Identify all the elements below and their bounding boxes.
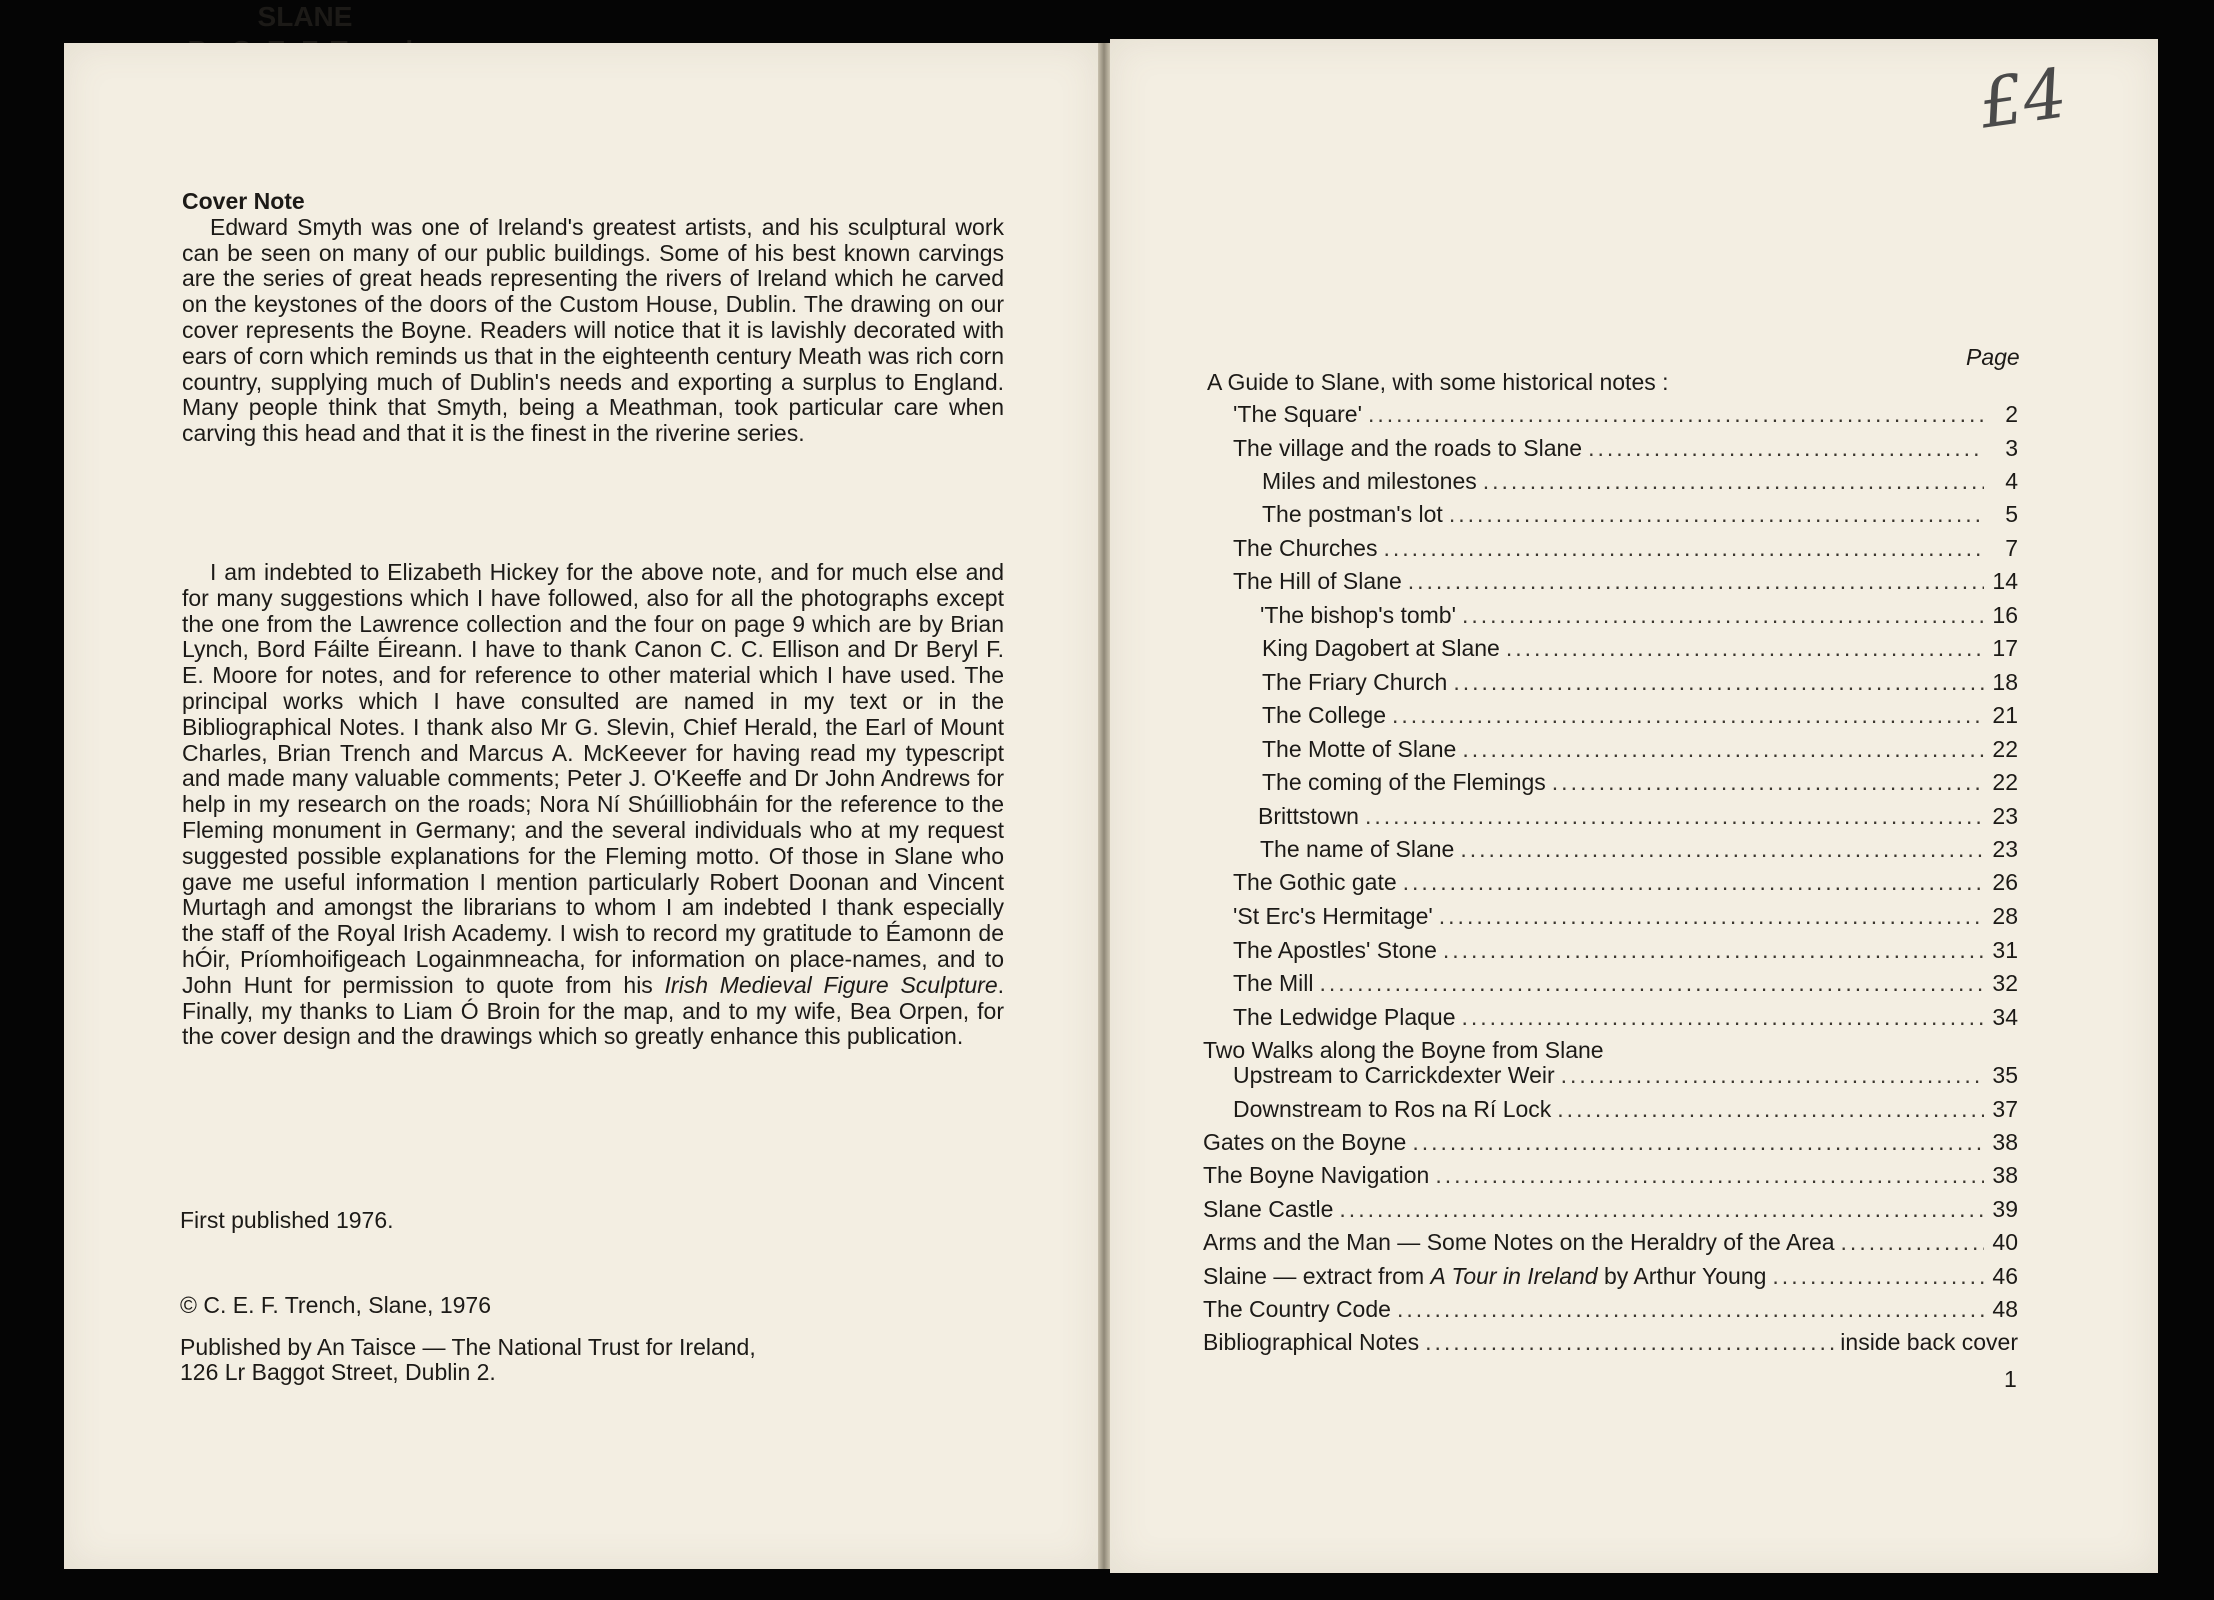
toc-leader-dots [1462, 602, 1984, 629]
toc-entry [1233, 568, 2018, 595]
toc-entry-title: Brittstown [1258, 803, 1359, 829]
toc-entry [1233, 869, 2018, 896]
toc-entry-title: Upstream to Carrickdexter Weir [1233, 1062, 1555, 1088]
toc-entry-title: Arms and the Man — Some Notes on the Heraldry of the Area [1203, 1229, 1835, 1255]
toc-entry [1262, 769, 2018, 796]
toc-entry [1233, 1004, 2018, 1031]
toc-entry-page: 38 [1992, 1129, 2018, 1155]
toc-leader-dots [1552, 769, 1984, 796]
toc-entry-title-end: by Arthur Young [1597, 1263, 1767, 1289]
toc-entry-page: 38 [1992, 1162, 2018, 1188]
toc-entry-page: 22 [1992, 736, 2018, 762]
toc-entry-title: 'The Square' [1233, 401, 1362, 427]
toc-entry [1260, 602, 2018, 629]
toc-entry [1262, 635, 2018, 662]
toc-entry-page: 40 [1992, 1229, 2018, 1255]
book-title-italic: Irish Medieval Figure Sculpture [664, 971, 998, 998]
toc-entry-title: The Churches [1233, 535, 1378, 561]
toc-entry-title-start: Slaine — extract from [1203, 1263, 1431, 1289]
acknowledgements-text-end: . Finally, my thanks to Liam Ó Broin for the map, and to my wife, Bea Orpen, for the cover design and the drawings which so greatly enhance this publication. [182, 971, 1005, 1050]
toc-entry [1262, 468, 2018, 495]
publisher-line-1: Published by An Taisce — The National Trust for Ireland, [180, 1334, 756, 1360]
toc-leader-dots [1453, 669, 1984, 696]
toc-entry [1262, 669, 2018, 696]
toc-entry-title-italic: A Tour in Ireland [1430, 1263, 1598, 1289]
toc-entry-title: The Ledwidge Plaque [1233, 1004, 1456, 1030]
toc-entry [1203, 1129, 2018, 1156]
toc-entry-page: 32 [1992, 970, 2018, 996]
handwritten-price: £4 [1974, 54, 2072, 145]
toc-leader-dots [1462, 736, 1984, 763]
toc-entry-title: Slane Castle [1203, 1196, 1334, 1222]
toc-entry [1262, 736, 2018, 763]
toc-leader-dots [1449, 501, 1984, 528]
toc-leader-dots [1462, 1004, 1985, 1031]
publisher [180, 1335, 756, 1385]
toc-leader-dots [1397, 1296, 1984, 1323]
toc-entry [1203, 1162, 2018, 1189]
toc-entry-title: The Gothic gate [1233, 869, 1397, 895]
page-column-label: Page [1966, 344, 2020, 370]
toc-entry [1233, 401, 2018, 428]
toc-entry-title: The Motte of Slane [1262, 736, 1457, 762]
toc-entry [1233, 535, 2018, 562]
copyright: © C. E. F. Trench, Slane, 1976 [180, 1292, 491, 1318]
toc-leader-dots [1557, 1096, 1984, 1123]
toc-entry-page: 23 [1992, 803, 2018, 829]
toc-leader-dots [1561, 1062, 1984, 1089]
toc-entry [1233, 1062, 2018, 1089]
toc-entry-title: The Boyne Navigation [1203, 1162, 1430, 1188]
toc-leader-dots [1772, 1263, 1984, 1290]
toc-entry [1233, 903, 2018, 930]
toc-entry-page: 17 [1992, 635, 2018, 661]
toc-leader-dots [1365, 803, 1984, 830]
toc-leader-dots [1460, 836, 1984, 863]
toc-entry [1203, 1263, 2018, 1290]
toc-leader-dots [1383, 535, 1984, 562]
toc-entry-page: 34 [1992, 1004, 2018, 1030]
toc-section-guide: A Guide to Slane, with some historical notes : [1207, 369, 1669, 395]
toc-entry-title: King Dagobert at Slane [1262, 635, 1500, 661]
toc-entry-page: 39 [1992, 1196, 2018, 1222]
toc-section-walks: Two Walks along the Boyne from Slane [1203, 1037, 1604, 1063]
toc-entry-page: 7 [2005, 535, 2018, 561]
toc-leader-dots [1483, 468, 1984, 495]
toc-entry [1258, 803, 2018, 830]
toc-entry [1233, 435, 2018, 462]
toc-entry-page: 23 [1992, 836, 2018, 862]
toc-entry-page: 18 [1992, 669, 2018, 695]
toc-leader-dots [1439, 903, 1984, 930]
toc-entry [1233, 1096, 2018, 1123]
toc-entry-page: 46 [1992, 1263, 2018, 1289]
toc-leader-dots [1392, 702, 1984, 729]
toc-entry-title: The Mill [1233, 970, 1314, 996]
publisher-line-2: 126 Lr Baggot Street, Dublin 2. [180, 1359, 496, 1385]
toc-entry-page: 28 [1992, 903, 2018, 929]
toc-entry-title: The Friary Church [1262, 669, 1448, 695]
toc-entry-title: Bibliographical Notes [1203, 1329, 1420, 1355]
toc-entry-title: The coming of the Flemings [1262, 769, 1546, 795]
toc-entry-page: 48 [1992, 1296, 2018, 1322]
toc-leader-dots [1588, 435, 1984, 462]
toc-leader-dots [1339, 1196, 1984, 1223]
acknowledgements-text: I am indebted to Elizabeth Hickey for the above note, and for much else and for many suggestions which I have followed, also for all the photographs except the one from the Lawrence collection and the four on page 9 which are by Brian Lynch, Bord Fáilte Éireann. I have to thank Canon C. C. Ellison and Dr Beryl F. E. Moore for notes, and for reference to other material which I have used. The principal works which I have consulted are named in my text or in the Bibliographical Notes. I thank also Mr G. Slevin, Chief Herald, the Earl of Mount Charles, Brian Trench and Marcus A. McKeever for having read my typescript and made many valuable comments; Peter J. O'Keeffe and Dr John Andrews for help in my research on the roads; Nora Ní Shúilliobháin for the reference to the Fleming monument in Germany; and the several individuals who at my request suggested possible explanations for the Fleming motto. Of those in Slane who gave me useful information I mention particularly Robert Doonan and Vincent Murtagh and amongst the librarians to whom I am indebted I thank especially the staff of the Royal Irish Academy. I wish to record my gratitude to Éamonn de hÓir, Príomhoifigeach Logainmneacha, for information on place-names, and to John Hunt for permission to quote from his [182, 559, 1004, 998]
toc-entry [1203, 1196, 2018, 1223]
toc-entry-title: 'The bishop's tomb' [1260, 602, 1456, 628]
toc-leader-dots [1320, 970, 1984, 997]
toc-entry-page: 5 [2005, 501, 2018, 527]
toc-entry-title: The Hill of Slane [1233, 568, 1402, 594]
toc-entry [1203, 1296, 2018, 1323]
toc-entry-title [1203, 1263, 1766, 1290]
toc-entry-title: 'St Erc's Hermitage' [1233, 903, 1433, 929]
toc-entry-page: 22 [1992, 769, 2018, 795]
toc-entry-page: 37 [1992, 1096, 2018, 1122]
toc-entry-title: The village and the roads to Slane [1233, 435, 1583, 461]
toc-entry-page: 26 [1992, 869, 2018, 895]
toc-entry-page: 14 [1992, 568, 2018, 594]
toc-entry-title: Gates on the Boyne [1203, 1129, 1407, 1155]
toc-entry [1262, 702, 2018, 729]
toc-entry-page: 3 [2005, 435, 2018, 461]
cover-note-heading: Cover Note [182, 188, 305, 214]
toc-entry-page: 4 [2005, 468, 2018, 494]
cover-note [182, 189, 1004, 447]
toc-leader-dots [1506, 635, 1984, 662]
toc-leader-dots [1412, 1129, 1984, 1156]
toc-entry [1203, 1329, 2018, 1356]
cover-note-body: Edward Smyth was one of Ireland's greatest artists, and his sculptural work can be seen on many of our public buildings. Some of his best known carvings are the series of great heads representing the rivers of Ireland which he carved on the keystones of the doors of the Custom House, Dublin. The drawing on our cover represents the Boyne. Readers will notice that it is lavishly decorated with ears of corn which reminds us that in the eighteenth century Meath was rich corn country, supplying much of Dublin's needs and exporting a surplus to England. Many people think that Smyth, being a Meathman, took particular care when carving this head and that it is the finest in the riverine series. [182, 213, 1004, 447]
toc-entry [1233, 970, 2018, 997]
toc-entry-title: The name of Slane [1260, 836, 1455, 862]
toc-leader-dots [1443, 937, 1984, 964]
acknowledgements [182, 560, 1004, 1050]
first-published: First published 1976. [180, 1207, 394, 1233]
toc-entry-title: The postman's lot [1262, 501, 1443, 527]
toc-entry-title: The Apostles' Stone [1233, 937, 1437, 963]
toc-leader-dots [1403, 869, 1984, 896]
toc-entry [1203, 1229, 2018, 1256]
toc-entry-page: 31 [1992, 937, 2018, 963]
toc-leader-dots [1425, 1329, 1834, 1356]
toc-entry-page: 21 [1992, 702, 2018, 728]
toc-leader-dots [1368, 401, 1984, 428]
page-number: 1 [2004, 1366, 2017, 1392]
toc-entry-title: The College [1262, 702, 1387, 728]
toc-leader-dots [1435, 1162, 1984, 1189]
book-gutter [1098, 43, 1110, 1569]
toc-entry-page: 16 [1992, 602, 2018, 628]
toc-entry-page: inside back cover [1840, 1329, 2018, 1355]
toc-entry-title: Downstream to Ros na Rí Lock [1233, 1096, 1552, 1122]
toc-leader-dots [1408, 568, 1984, 595]
book-title: SLANE [257, 1, 353, 32]
toc-entry-title: Miles and milestones [1262, 468, 1477, 494]
toc-entry [1233, 937, 2018, 964]
toc-entry [1262, 501, 2018, 528]
toc-entry [1260, 836, 2018, 863]
toc-entry-title: The Country Code [1203, 1296, 1391, 1322]
toc-entry-page: 35 [1992, 1062, 2018, 1088]
toc-entry-page: 2 [2005, 401, 2018, 427]
toc-leader-dots [1841, 1229, 1984, 1256]
